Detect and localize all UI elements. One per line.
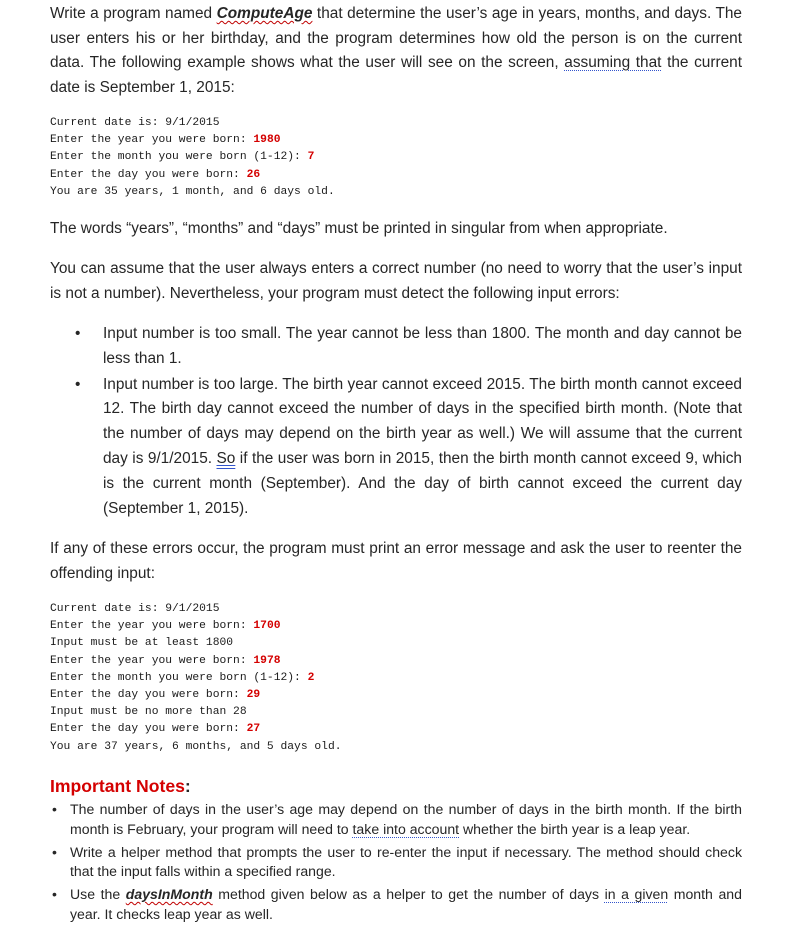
user-input-value: 1978 <box>253 654 281 667</box>
assuming-that-phrase: assuming that <box>564 54 662 72</box>
bullet-icon: • <box>52 843 57 860</box>
code-line: Input must be no more than 28 <box>50 706 247 719</box>
too-large-text-end: if the user was born in 2015, then the birth month cannot exceed 9, which is the current month (September). And the day of birth cannot exceed the current day (September 1, 2015). <box>103 449 742 517</box>
important-notes-list <box>50 800 742 928</box>
list-item <box>50 373 742 522</box>
user-input-value: 2 <box>307 671 315 684</box>
code-line: Enter the day you were born: 27 <box>50 723 261 736</box>
intro-text-start: Write a program named <box>50 5 217 22</box>
intro-paragraph <box>50 2 742 100</box>
important-notes-heading: Important Notes: <box>50 776 191 796</box>
bullet-icon: • <box>52 886 57 903</box>
code-line: Enter the month you were born (1-12): 2 <box>50 671 315 684</box>
code-line: Enter the month you were born (1-12): 7 <box>50 151 315 164</box>
code-line: Enter the day you were born: 29 <box>50 689 261 702</box>
example-output-2 <box>50 601 342 756</box>
in-a-given-phrase: in a given <box>604 886 669 903</box>
list-item <box>50 322 742 372</box>
user-input-value: 1980 <box>253 134 281 147</box>
intro-text-middle: that determine the user’s age in years, months, and days. The user enters his or her birthday, and the program determines how old the person is on the current data. The following example shows what the user will see on the screen, <box>50 5 742 72</box>
code-line: You are 35 years, 1 month, and 6 days old. <box>50 185 335 198</box>
too-small-text: Input number is too small. The year cannot be less than 1800. The month and day cannot be less than 1. <box>103 325 742 367</box>
assume-note: You can assume that the user always enters a correct number (no need to worry that the user’s input is not a number). Nevertheless, your program must detect the following input errors: <box>50 260 742 302</box>
user-input-value: 29 <box>246 689 261 702</box>
code-line: Current date is: 9/1/2015 <box>50 117 220 129</box>
too-large-text-start: Input number is too large. The birth year cannot exceed 2015. The birth month cannot exceed 12. The birth day cannot exceed the number of days in the specified birth month. (Note that the number of days may depend on the birth year as well.) We will assume that the current day is 9/1/2015. <box>103 375 742 467</box>
user-input-value: 27 <box>246 723 261 736</box>
input-errors-list <box>50 322 742 521</box>
code-line: Enter the year you were born: 1980 <box>50 134 281 147</box>
program-name: ComputeAge <box>216 5 313 22</box>
list-item: • Write a helper method that prompts the user to re-enter the input if necessary. The method should check that the input falls within a specified range. <box>52 843 742 880</box>
user-input-value: 1700 <box>253 620 281 633</box>
code-line: Current date is: 9/1/2015 <box>50 603 220 615</box>
code-line: Enter the day you were born: 26 <box>50 168 261 181</box>
reenter-note: If any of these errors occur, the program must print an error message and ask the user to reenter the offending input: <box>50 540 742 582</box>
user-input-value: 26 <box>246 168 261 181</box>
list-item: • Use the daysInMonth method given below as a helper to get the number of days in a given month and year. It checks leap year as well. <box>52 886 742 922</box>
example-output-1 <box>50 115 335 201</box>
bullet-icon: • <box>75 325 81 342</box>
bullet-icon: • <box>52 801 57 817</box>
code-line: Enter the year you were born: 1700 <box>50 620 281 633</box>
user-input-value: 7 <box>307 151 315 164</box>
so-word: So <box>216 449 236 467</box>
singular-note: The words “years”, “months” and “days” must be printed in singular from when appropriate. <box>50 220 668 237</box>
code-line: Input must be at least 1800 <box>50 637 234 650</box>
list-item: • The number of days in the user’s age may depend on the number of days in the birth month. If the birth month is February, your program will need to take into account whether the birth year is a leap year. <box>52 801 742 837</box>
code-line: Enter the year you were born: 1978 <box>50 654 281 667</box>
days-in-month-method: daysInMonth <box>125 886 213 903</box>
intro-text-end: the current date is September 1, 2015: <box>50 54 742 96</box>
bullet-icon: • <box>75 375 81 393</box>
code-line: You are 37 years, 6 months, and 5 days old. <box>50 740 342 753</box>
take-into-account-phrase: take into account <box>352 820 460 837</box>
